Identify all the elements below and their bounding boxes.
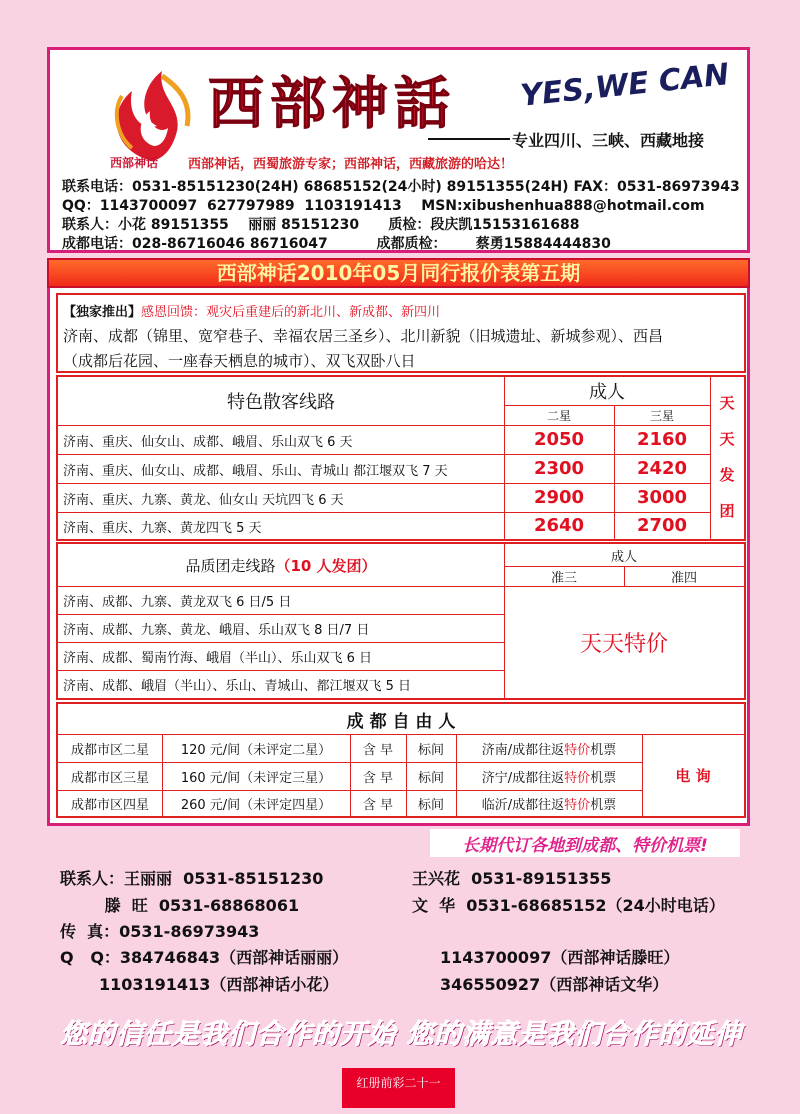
hotel-price: 160 元/间（未评定三星） bbox=[180, 770, 332, 786]
free-travel-table bbox=[56, 702, 746, 818]
free-travel-header: 成 都 自 由 人 bbox=[346, 711, 456, 732]
contact-person-line: 联系人：小花 89151355 丽丽 85151230 质检：段庆凯15153161688 bbox=[62, 217, 580, 233]
zhun3-header: 准三 bbox=[550, 570, 577, 586]
table-row bbox=[58, 614, 504, 642]
room-type: 标间 bbox=[417, 770, 444, 786]
route-name: 济南、成都、九寨、黄龙双飞 6 日/5 日 bbox=[63, 595, 292, 610]
contact-line: 联系人：王丽丽 0531-85151230 bbox=[60, 869, 324, 888]
hotel-name: 成都市区二星 bbox=[70, 742, 149, 758]
contact-line: 文 华 0531-68685152（24小时电话） bbox=[412, 896, 725, 915]
qq-line: 346550927（西部神话文华） bbox=[440, 975, 669, 994]
flame-logo-icon bbox=[102, 56, 202, 166]
contact-line: 王兴花 0531-89151355 bbox=[412, 869, 612, 888]
title-bar bbox=[47, 258, 750, 288]
chengdu-phone-line: 成都电话：028-86716046 86716047 成都质检： 蔡勇15884444830 bbox=[62, 236, 611, 252]
daily-char: 天 bbox=[719, 394, 735, 412]
ticket-banner: 长期代订各地到成都、特价机票! bbox=[430, 829, 740, 857]
daily-departure bbox=[710, 385, 744, 529]
brand-title: 西部神話 bbox=[208, 71, 456, 137]
exclusive-line bbox=[63, 301, 440, 320]
quality-routes-header bbox=[58, 544, 504, 586]
hotel-price: 120 元/间（未评定二星） bbox=[180, 742, 332, 758]
daily-char: 发 bbox=[719, 466, 735, 484]
special-routes-table bbox=[56, 375, 746, 541]
two-star-header: 二星 bbox=[546, 408, 571, 423]
table-row bbox=[58, 642, 504, 670]
hotel-price: 260 元/间（未评定四星） bbox=[180, 797, 332, 813]
route-name: 济南、重庆、仙女山、成都、峨眉、乐山双飞 6 天 bbox=[63, 434, 353, 450]
zhun4-header: 准四 bbox=[670, 570, 697, 586]
table-row bbox=[58, 670, 504, 698]
sub-slogan: 专业四川、三峡、西藏地接 bbox=[512, 131, 705, 150]
price-three-star: 3000 bbox=[636, 487, 688, 508]
daily-special-price: 天天特价 bbox=[579, 631, 668, 657]
price-two-star: 2900 bbox=[533, 487, 585, 508]
price-two-star: 2640 bbox=[533, 515, 585, 536]
qq-line: 1103191413（西部神话小花） bbox=[60, 975, 339, 994]
main-panel bbox=[47, 288, 750, 826]
route-name: 济南、成都、蜀南竹海、峨眉（半山）、乐山双飞 6 日 bbox=[63, 651, 373, 666]
price-three-star: 2160 bbox=[636, 429, 688, 450]
exclusive-tag: 【独家推出】 bbox=[63, 305, 142, 320]
route-name: 济南、重庆、仙女山、成都、峨眉、乐山、青城山 都江堰双飞 7 天 bbox=[63, 463, 448, 479]
adult-header: 成人 bbox=[589, 382, 625, 403]
table-row bbox=[58, 586, 504, 614]
ticket-info: 济南/成都往返 特价 机票 bbox=[481, 742, 617, 758]
bottom-slogan: 您的信任是我们合作的开始 您的满意是我们合作的延伸 bbox=[60, 1019, 743, 1050]
ticket-info: 临沂/成都往返 特价 机票 bbox=[481, 797, 617, 813]
qq-line: 1143700097（西部神话滕旺） bbox=[440, 948, 680, 967]
hotel-name: 成都市区三星 bbox=[70, 770, 149, 786]
special-routes-header: 特色散客线路 bbox=[227, 392, 335, 413]
quality-header-label: 品质团走线路 bbox=[185, 556, 276, 575]
room-type: 标间 bbox=[417, 742, 444, 758]
logo-caption: 西部神话 bbox=[110, 156, 159, 170]
qq-line: Q Q：384746843（西部神话丽丽） bbox=[60, 948, 349, 967]
quality-header-note: （10 人发团） bbox=[275, 556, 377, 575]
quality-routes-table bbox=[56, 542, 746, 700]
english-slogan: YES,WE CAN bbox=[518, 57, 731, 114]
three-star-header: 三星 bbox=[649, 408, 674, 423]
hotel-name: 成都市区四星 bbox=[70, 797, 149, 813]
contact-phone-line: 联系电话：0531-85151230(24H) 68685152(24小时) 89151355(24H) FAX：0531-86973943 bbox=[62, 179, 740, 195]
meal-info: 含 早 bbox=[362, 797, 394, 813]
price-two-star: 2050 bbox=[533, 429, 585, 450]
room-type: 标间 bbox=[417, 797, 444, 813]
route-name: 济南、重庆、九寨、黄龙、仙女山 天坑四飞 6 天 bbox=[63, 492, 344, 508]
contact-line: 滕 旺 0531-68868061 bbox=[60, 896, 300, 915]
price-three-star: 2700 bbox=[636, 515, 688, 536]
price-two-star: 2300 bbox=[533, 458, 585, 479]
slogan-rule bbox=[428, 138, 510, 140]
daily-char: 天 bbox=[719, 430, 735, 448]
exclusive-desc-2: （成都后花园、一座春天栖息的城市）、双飞双卧八日 bbox=[63, 352, 416, 370]
ticket-info: 济宁/成都往返 特价 机票 bbox=[481, 770, 617, 786]
exclusive-box bbox=[56, 293, 746, 373]
header-box bbox=[47, 47, 750, 253]
route-name: 济南、成都、峨眉（半山）、乐山、青城山、都江堰双飞 5 日 bbox=[63, 679, 412, 694]
exclusive-note: 感恩回馈：观灾后重建后的新北川、新成都、新四川 bbox=[141, 305, 441, 320]
exclusive-desc-1: 济南、成都（锦里、宽窄巷子、幸福农居三圣乡）、北川新貌（旧城遗址、新城参观）、西昌 bbox=[63, 327, 664, 345]
meal-info: 含 早 bbox=[362, 742, 394, 758]
adult-header: 成人 bbox=[610, 549, 637, 565]
price-list-title: 西部神话2010年05月同行报价表第五期 bbox=[216, 261, 581, 285]
page-footer: 红册前彩二十一 bbox=[342, 1068, 455, 1108]
daily-char: 团 bbox=[719, 502, 735, 520]
meal-info: 含 早 bbox=[362, 770, 394, 786]
tagline: 西部神话，西蜀旅游专家；西部神话，西藏旅游的哈达！ bbox=[188, 157, 514, 172]
inquiry-label: 电 询 bbox=[675, 766, 711, 785]
price-three-star: 2420 bbox=[636, 458, 688, 479]
route-name: 济南、成都、九寨、黄龙、峨眉、乐山双飞 8 日/7 日 bbox=[63, 623, 370, 638]
route-name: 济南、重庆、九寨、黄龙四飞 5 天 bbox=[63, 520, 262, 536]
qq-msn-line: QQ：1143700097 627797989 1103191413 MSN:xibushenhua888@hotmail.com bbox=[62, 198, 705, 214]
fax-line: 传 真：0531-86973943 bbox=[60, 922, 260, 941]
